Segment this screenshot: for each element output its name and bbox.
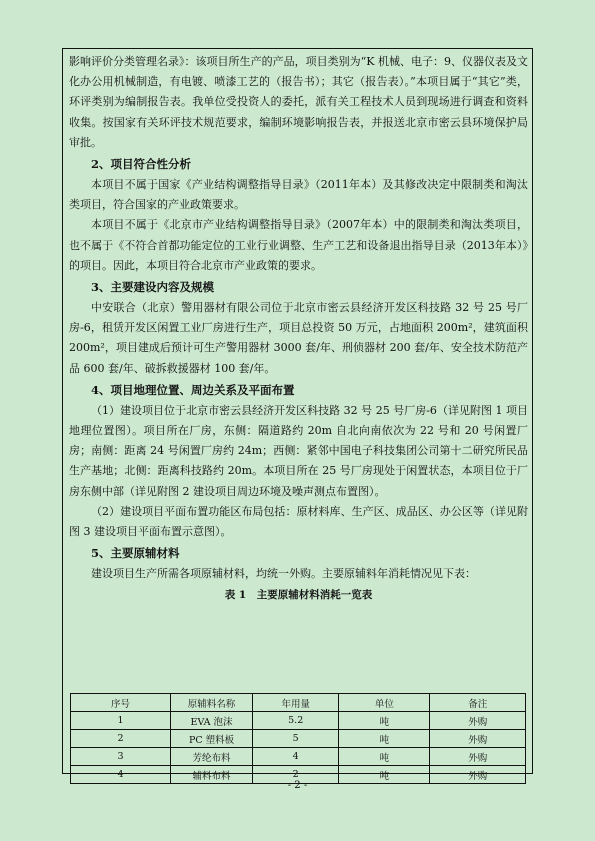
- table-cell: 4: [252, 748, 338, 766]
- table-cell: 外购: [430, 730, 526, 748]
- table-cell: 吨: [339, 748, 430, 766]
- paragraph-national-policy: 本项目不属于国家《产业结构调整指导目录》（2011年本）及其修改决定中限制类和淘汰类项目，符合国家的产业政策要求。: [69, 178, 528, 212]
- column-header: 原辅料名称: [171, 694, 253, 712]
- table-cell: 吨: [339, 766, 430, 784]
- paragraph-beijing-policy: 本项目不属于《北京市产业结构调整指导目录》（2007年本）中的限制类和淘汰类项目，也不属于《不符合首都功能定位的工业行业调整、生产工艺和设备退出指导目录（2013年本）》的项目。因此，本项目符合北京市产业政策的要求。: [69, 218, 528, 272]
- heading-raw-materials: 5、主要原辅材料: [91, 546, 180, 561]
- table-caption: 表 1 主要原辅材料消耗一览表: [224, 589, 373, 602]
- table-cell: 芳纶布料: [171, 748, 253, 766]
- table-row: [71, 748, 526, 766]
- table-cell: 外购: [430, 748, 526, 766]
- table-cell: 5.2: [252, 712, 338, 730]
- table-cell: 辅料布料: [171, 766, 253, 784]
- column-header: 序号: [71, 694, 171, 712]
- table-cell: 吨: [339, 730, 430, 748]
- table-cell: 吨: [339, 712, 430, 730]
- table-cell: 4: [71, 766, 171, 784]
- table-cell: 外购: [430, 766, 526, 784]
- column-header: 备注: [430, 694, 526, 712]
- table-cell: 1: [71, 712, 171, 730]
- paragraph-layout: （2）建设项目平面布置功能区布局包括：原材料库、生产区、成品区、办公区等（详见附图 3 建设项目平面布置示意图）。: [69, 504, 528, 539]
- materials-table: [70, 693, 526, 784]
- table-header-row: [71, 694, 526, 712]
- table-cell: 2: [71, 730, 171, 748]
- table-row: [71, 712, 526, 730]
- table-cell: 外购: [430, 712, 526, 730]
- heading-construction-content: 3、主要建设内容及规模: [91, 280, 215, 295]
- column-header: 年用量: [252, 694, 338, 712]
- paragraph-classification: 影响评价分类管理名录》：该项目所生产的产品，项目类别为“K 机械、电子：9、仪器仪表及文化办公用机械制造，有电镀、喷漆工艺的（报告书）；其它（报告表）。”本项目属于“其它”类，环评类别为编制报告表。我单位受投资人的委托，派有关工程技术人员到现场进行调查和资料收集。按国家有关环评技术规范要求，编制环境影响报告表，并报送北京市密云县环境保护局审批。: [69, 55, 528, 149]
- table-cell: 3: [71, 748, 171, 766]
- paragraph-construction-scale: 中安联合（北京）警用器材有限公司位于北京市密云县经济开发区科技路 32 号 25 号厂房-6，租赁开发区闲置工业厂房进行生产，项目总投资 50 万元，占地面积 200m²，建筑面积 200m²，项目建成后预计可生产警用器材 3000 套/年、刑侦器材 200 套/年、安全技术防范产品 600 套/年、破拆救援器材 100 套/年。: [69, 301, 528, 375]
- paragraph-raw-materials: 建设项目生产所需各项原辅材料，均统一外购。主要原辅料年消耗情况见下表：: [91, 567, 476, 581]
- table-cell: EVA 泡沫: [171, 712, 253, 730]
- heading-location-layout: 4、项目地理位置、周边关系及平面布置: [91, 382, 295, 397]
- table-cell: PC 塑料板: [171, 730, 253, 748]
- paragraph-location: （1）建设项目位于北京市密云县经济开发区科技路 32 号 25 号厂房-6（详见附图 1 项目地理位置图）。项目所在厂房，东侧：隔道路约 20m 自北向南依次为 22 号和 20 号闲置厂房；南侧：距离 24 号闲置厂房约 24m；西侧：紧邻中国电子科技集团公司第十二研究所民品生产基地；北侧：距离科技路约 20m。本项目所在 25 号厂房现处于闲置状态，本项目位于厂房东侧中部（详见附图 2 建设项目周边环境及噪声测点布置图）。: [69, 403, 528, 498]
- heading-compliance-analysis: 2、项目符合性分析: [91, 157, 192, 172]
- table-cell: 2: [252, 766, 338, 784]
- table-cell: 5: [252, 730, 338, 748]
- page-number: - 2 -: [287, 780, 308, 791]
- document-body: [69, 52, 528, 604]
- column-header: 单位: [339, 694, 430, 712]
- table-row: [71, 730, 526, 748]
